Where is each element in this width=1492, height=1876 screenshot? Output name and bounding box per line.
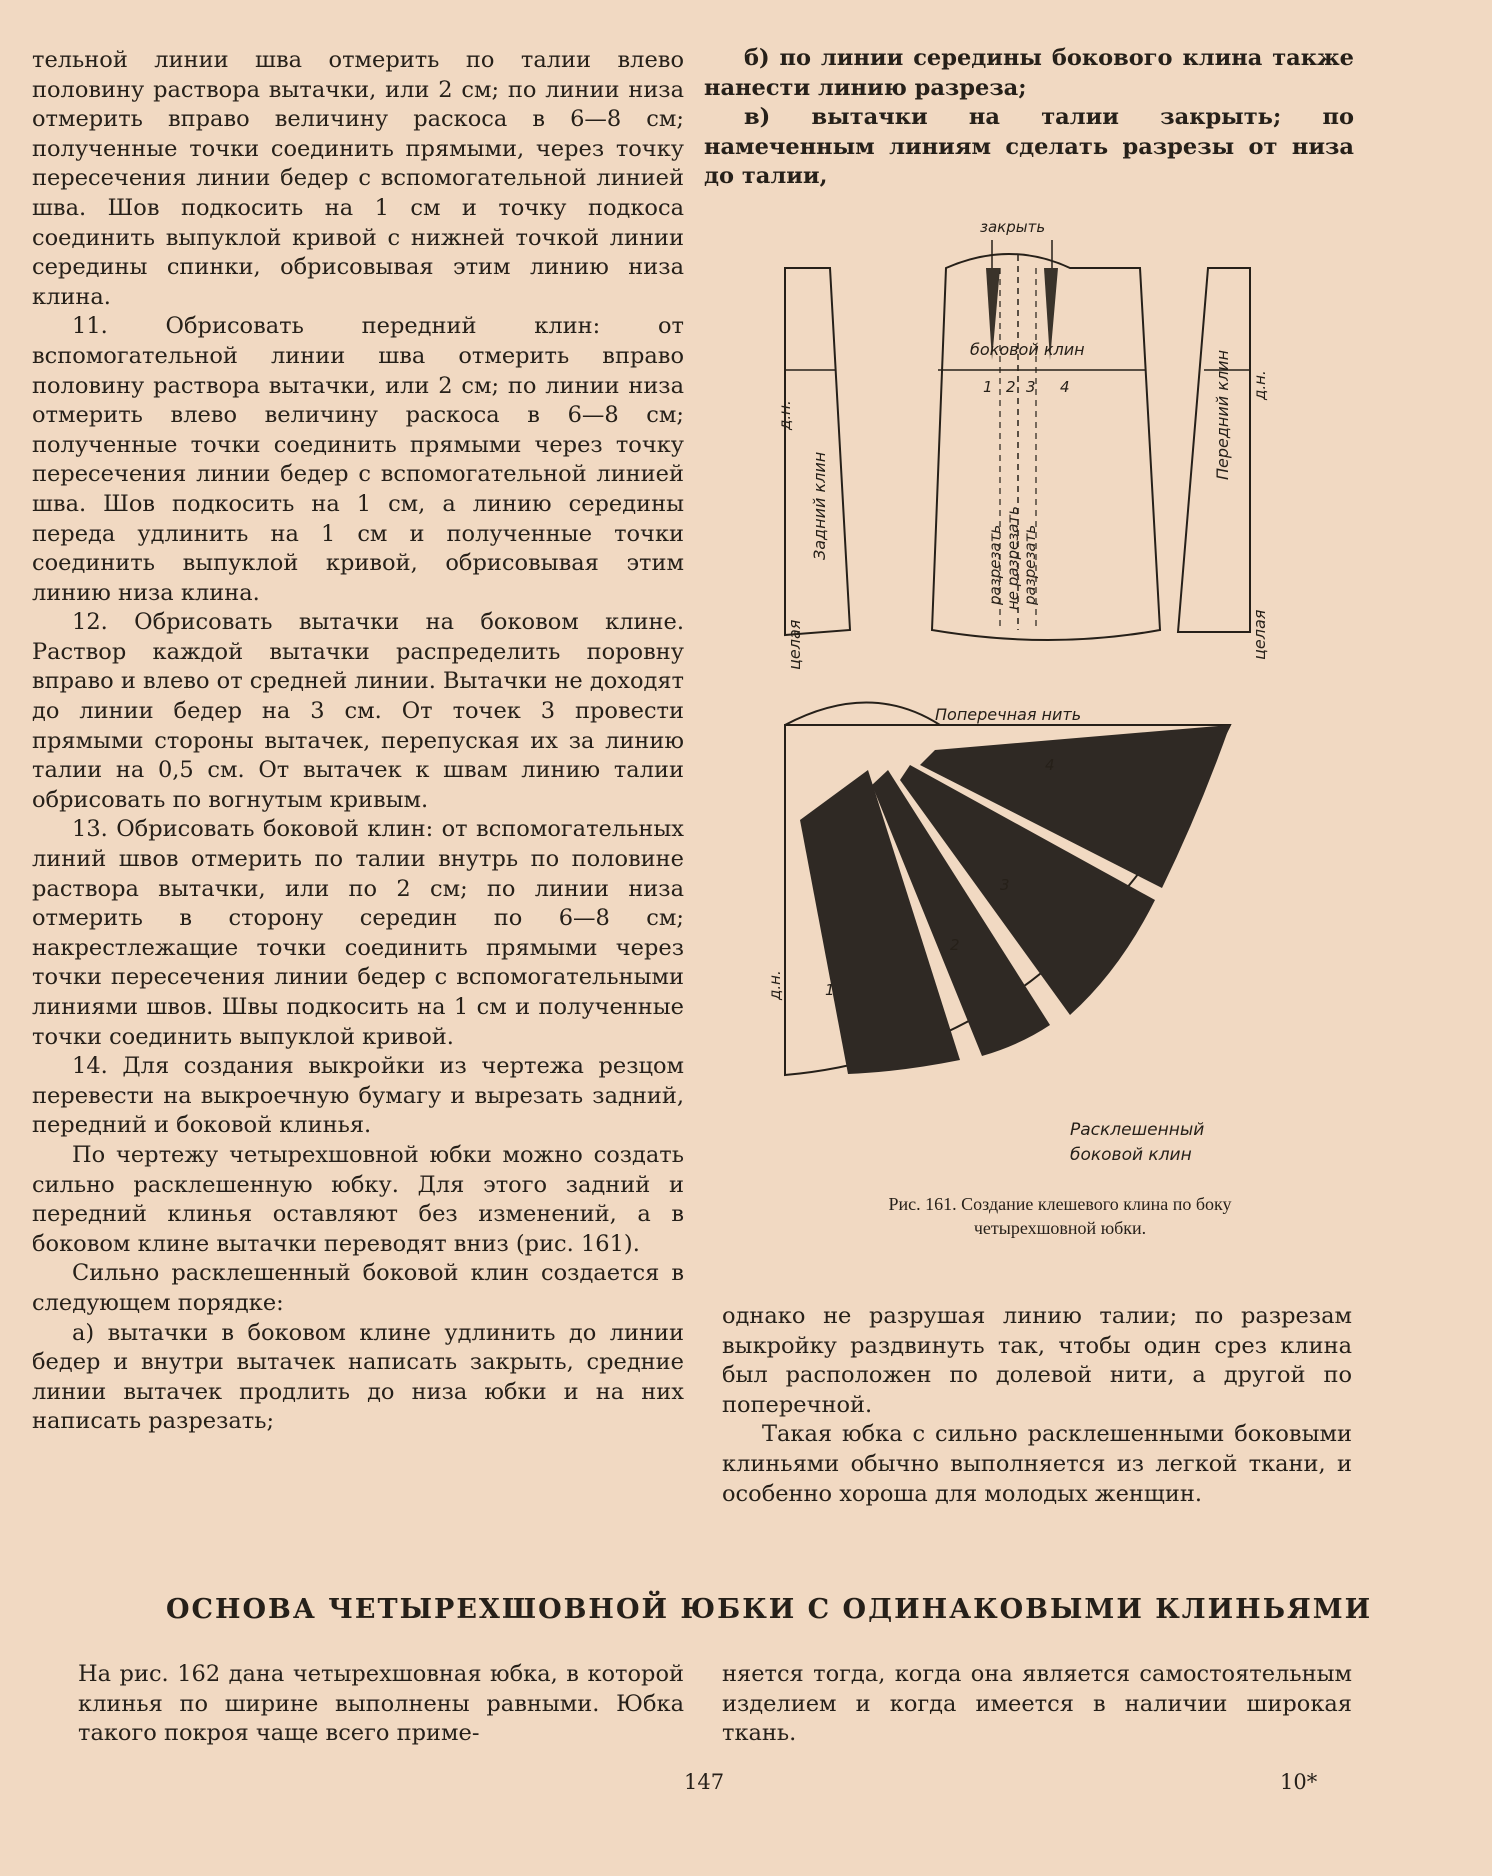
label-close: закрыть	[980, 218, 1046, 236]
paragraph: 11. Обрисовать передний клин: от вспомогательной линии шва отмерить вправо половину раствора вытачки, или 2 см; по линии низа отмерить влево величину раскоса в 6—8 см; полученные точки соединить прямыми через точку пересечения линии бедер с вспомогательной линией шва. Шов подкосить на 1 см, а линию середины переда удлинить на 1 см и полученные точки соединить выпуклой кривой, обрисовывая этим линию низа клина.	[32, 313, 684, 606]
label-flared: боковой клин	[1070, 1145, 1192, 1165]
label-grain: д.н.	[776, 400, 794, 430]
label-front-gore: Передний клин	[1213, 349, 1232, 480]
label-whole: целая	[1250, 609, 1269, 660]
figure-161	[760, 210, 1360, 1250]
figure-number: 3	[1000, 876, 1010, 894]
paragraph: На рис. 162 дана четырехшовная юбка, в которой клинья по ширине выполнены равными. Юбка такого покроя чаще всего приме-	[78, 1661, 684, 1747]
label-cross-grain: Поперечная нить	[935, 705, 1082, 724]
sheet-mark: 10*	[1280, 1770, 1318, 1794]
side-gore-shape	[932, 254, 1160, 640]
paragraph: в) вытачки на талии закрыть; по намеченным линиям сделать разрезы от низа до талии,	[704, 104, 1354, 190]
paragraph: няется тогда, когда она является самостоятельным изделием и когда имеется в наличии широкая ткань.	[722, 1661, 1352, 1747]
label-back-gore: Задний клин	[810, 451, 829, 560]
figure-number: 1	[983, 378, 993, 396]
label-cut: разрезать	[986, 524, 1004, 605]
paragraph: 13. Обрисовать боковой клин: от вспомогательных линий швов отмерить по талии внутрь по половине раствора вытачки, или по 2 см; по линии низа отмерить в сторону середин по 6—8 см; накрестлежащие точки соединить прямыми через точки пересечения линии бедер с вспомогательными линиями швов. Швы подкосить на 1 см и полученные точки соединить выпуклой кривой.	[32, 816, 684, 1050]
figure-number: 3	[1026, 378, 1036, 396]
right-column-top	[704, 44, 1354, 192]
label-side-gore: боковой клин	[970, 340, 1085, 359]
label-cut: разрезать	[1021, 524, 1039, 605]
section-heading: ОСНОВА ЧЕТЫРЕХШОВНОЙ ЮБКИ С ОДИНАКОВЫМИ КЛИНЬЯМИ	[166, 1594, 1373, 1625]
label-grain: д.н.	[766, 970, 784, 1000]
figure-number: 4	[1045, 756, 1055, 774]
paragraph: Такая юбка с сильно расклешенными боковыми клиньями обычно выполняется из легкой ткани, и особенно хороша для молодых женщин.	[722, 1421, 1352, 1507]
page-number: 147	[684, 1770, 725, 1794]
bottom-right-column	[722, 1660, 1352, 1749]
label-grain: д.н.	[1251, 370, 1269, 400]
back-gore-shape	[785, 268, 850, 635]
figure-caption: Рис. 161. Создание клешевого клина по боку четырехшовной юбки.	[888, 1194, 1232, 1238]
paragraph: однако не разрушая линию талии; по разрезам выкройку раздвинуть так, чтобы один срез клина был расположен по долевой нити, а другой по поперечной.	[722, 1303, 1352, 1418]
bottom-left-column	[78, 1660, 684, 1749]
figure-number: 4	[1060, 378, 1070, 396]
right-column-middle	[722, 1302, 1352, 1509]
paragraph: 14. Для создания выкройки из чертежа резцом перевести на выкроечную бумагу и вырезать задний, передний и боковой клинья.	[32, 1053, 684, 1139]
figure-number: 2	[950, 936, 960, 954]
left-column	[32, 46, 684, 1437]
paragraph: а) вытачки в боковом клине удлинить до линии бедер и внутри вытачек написать закрыть, средние линии вытачек продлить до низа юбки и на них написать разрезать;	[32, 1319, 684, 1435]
label-flared: Расклешенный	[1070, 1120, 1205, 1140]
label-whole: целая	[785, 619, 804, 670]
paragraph: Сильно расклешенный боковой клин создается в следующем порядке:	[32, 1260, 684, 1316]
pattern-drawing	[760, 210, 1360, 1190]
paragraph: По чертежу четырехшовной юбки можно создать сильно расклешенную юбку. Для этого задний и передний клинья оставляют без изменений, а в боковом клине вытачки переводят вниз (рис. 161).	[32, 1141, 684, 1257]
flared-wedges	[800, 725, 1230, 1074]
paragraph: 12. Обрисовать вытачки на боковом клине. Раствор каждой вытачки распределить поровну вправо и влево от средней линии. Вытачки не доходят до линии бедер на 3 см. От точек 3 провести прямыми стороны вытачек, перепуская их за линию талии на 0,5 см. От вытачек к швам линию талии обрисовать по вогнутым кривым.	[32, 609, 684, 813]
figure-number: 1	[825, 981, 835, 999]
paragraph: б) по линии середины бокового клина также нанести линию разреза;	[704, 45, 1354, 101]
figure-number: 2	[1006, 378, 1016, 396]
label-not-cut: не разрезать	[1004, 506, 1022, 610]
paragraph: тельной линии шва отмерить по талии влево половину раствора вытачки, или 2 см; по линии низа отмерить вправо величину раскоса в 6—8 см; полученные точки соединить прямыми, через точку пересечения линии бедер с вспомогательной линией шва. Шов подкосить на 1 см и точку подкоса соединить выпуклой кривой с нижней точкой линии середины спинки, обрисовывая этим линию низа клина.	[32, 47, 684, 310]
